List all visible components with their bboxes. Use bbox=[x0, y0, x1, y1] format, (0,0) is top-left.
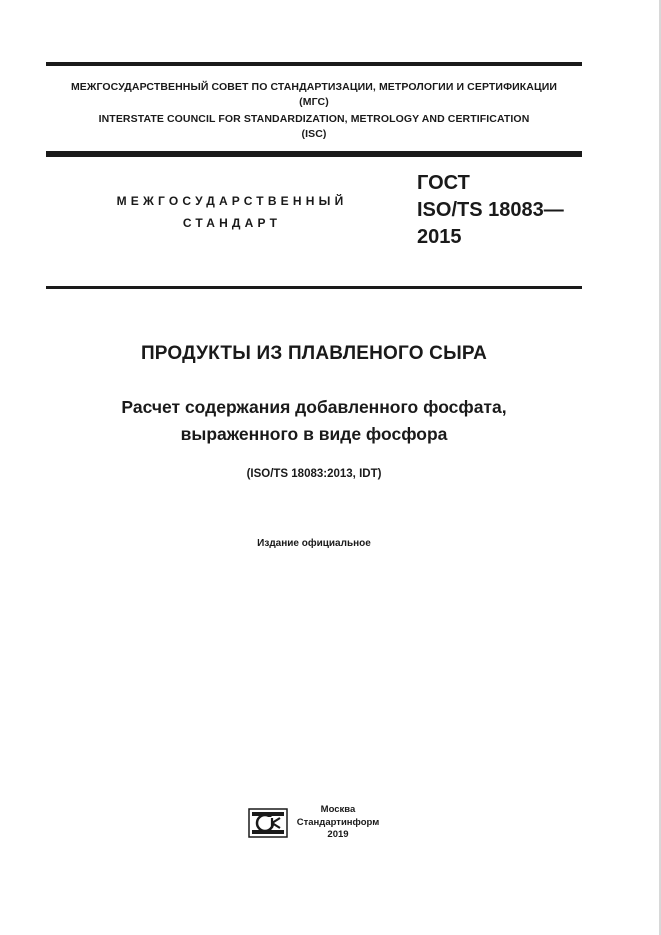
document-subtitle bbox=[46, 394, 582, 448]
subtitle-line1: Расчет содержания добавленного фосфата, bbox=[121, 397, 507, 417]
identical-standard: (ISO/TS 18083:2013, IDT) bbox=[246, 468, 382, 480]
subtitle-line2: выраженного в виде фосфора bbox=[180, 424, 448, 444]
council-ru-line1: МЕЖГОСУДАРСТВЕННЫЙ СОВЕТ ПО СТАНДАРТИЗАЦИИ, МЕТРОЛОГИИ И СЕРТИФИКАЦИИ bbox=[70, 81, 558, 93]
gost-designation bbox=[417, 170, 564, 251]
publisher-city: Москва bbox=[320, 804, 356, 815]
standard-kind-line1: МЕЖГОСУДАРСТВЕННЫЙ bbox=[116, 194, 348, 208]
standard-kind-line2: СТАНДАРТ bbox=[182, 216, 282, 230]
publisher-year: 2019 bbox=[327, 829, 349, 840]
council-name-ru bbox=[46, 80, 582, 110]
top-rule bbox=[46, 62, 582, 66]
council-ru-line2: (МГС) bbox=[299, 96, 329, 108]
document-title: ПРОДУКТЫ ИЗ ПЛАВЛЕНОГО СЫРА bbox=[140, 343, 488, 364]
council-en-line1: INTERSTATE COUNCIL FOR STANDARDIZATION, METROLOGY AND CERTIFICATION bbox=[98, 113, 530, 125]
publisher-name: Стандартинформ bbox=[296, 816, 380, 828]
publisher-info bbox=[296, 804, 380, 842]
council-en-line2: (ISC) bbox=[301, 128, 327, 140]
standartinform-logo-icon bbox=[248, 808, 288, 838]
gost-line1: ГОСТ bbox=[417, 172, 470, 194]
bottom-rule bbox=[46, 286, 582, 289]
council-name-en bbox=[46, 112, 582, 142]
gost-line3: 2015 bbox=[417, 226, 462, 248]
gost-line2: ISO/TS 18083— bbox=[417, 199, 564, 221]
edition-note: Издание официальное bbox=[257, 538, 371, 549]
standard-kind bbox=[104, 190, 360, 234]
middle-rule bbox=[46, 151, 582, 157]
